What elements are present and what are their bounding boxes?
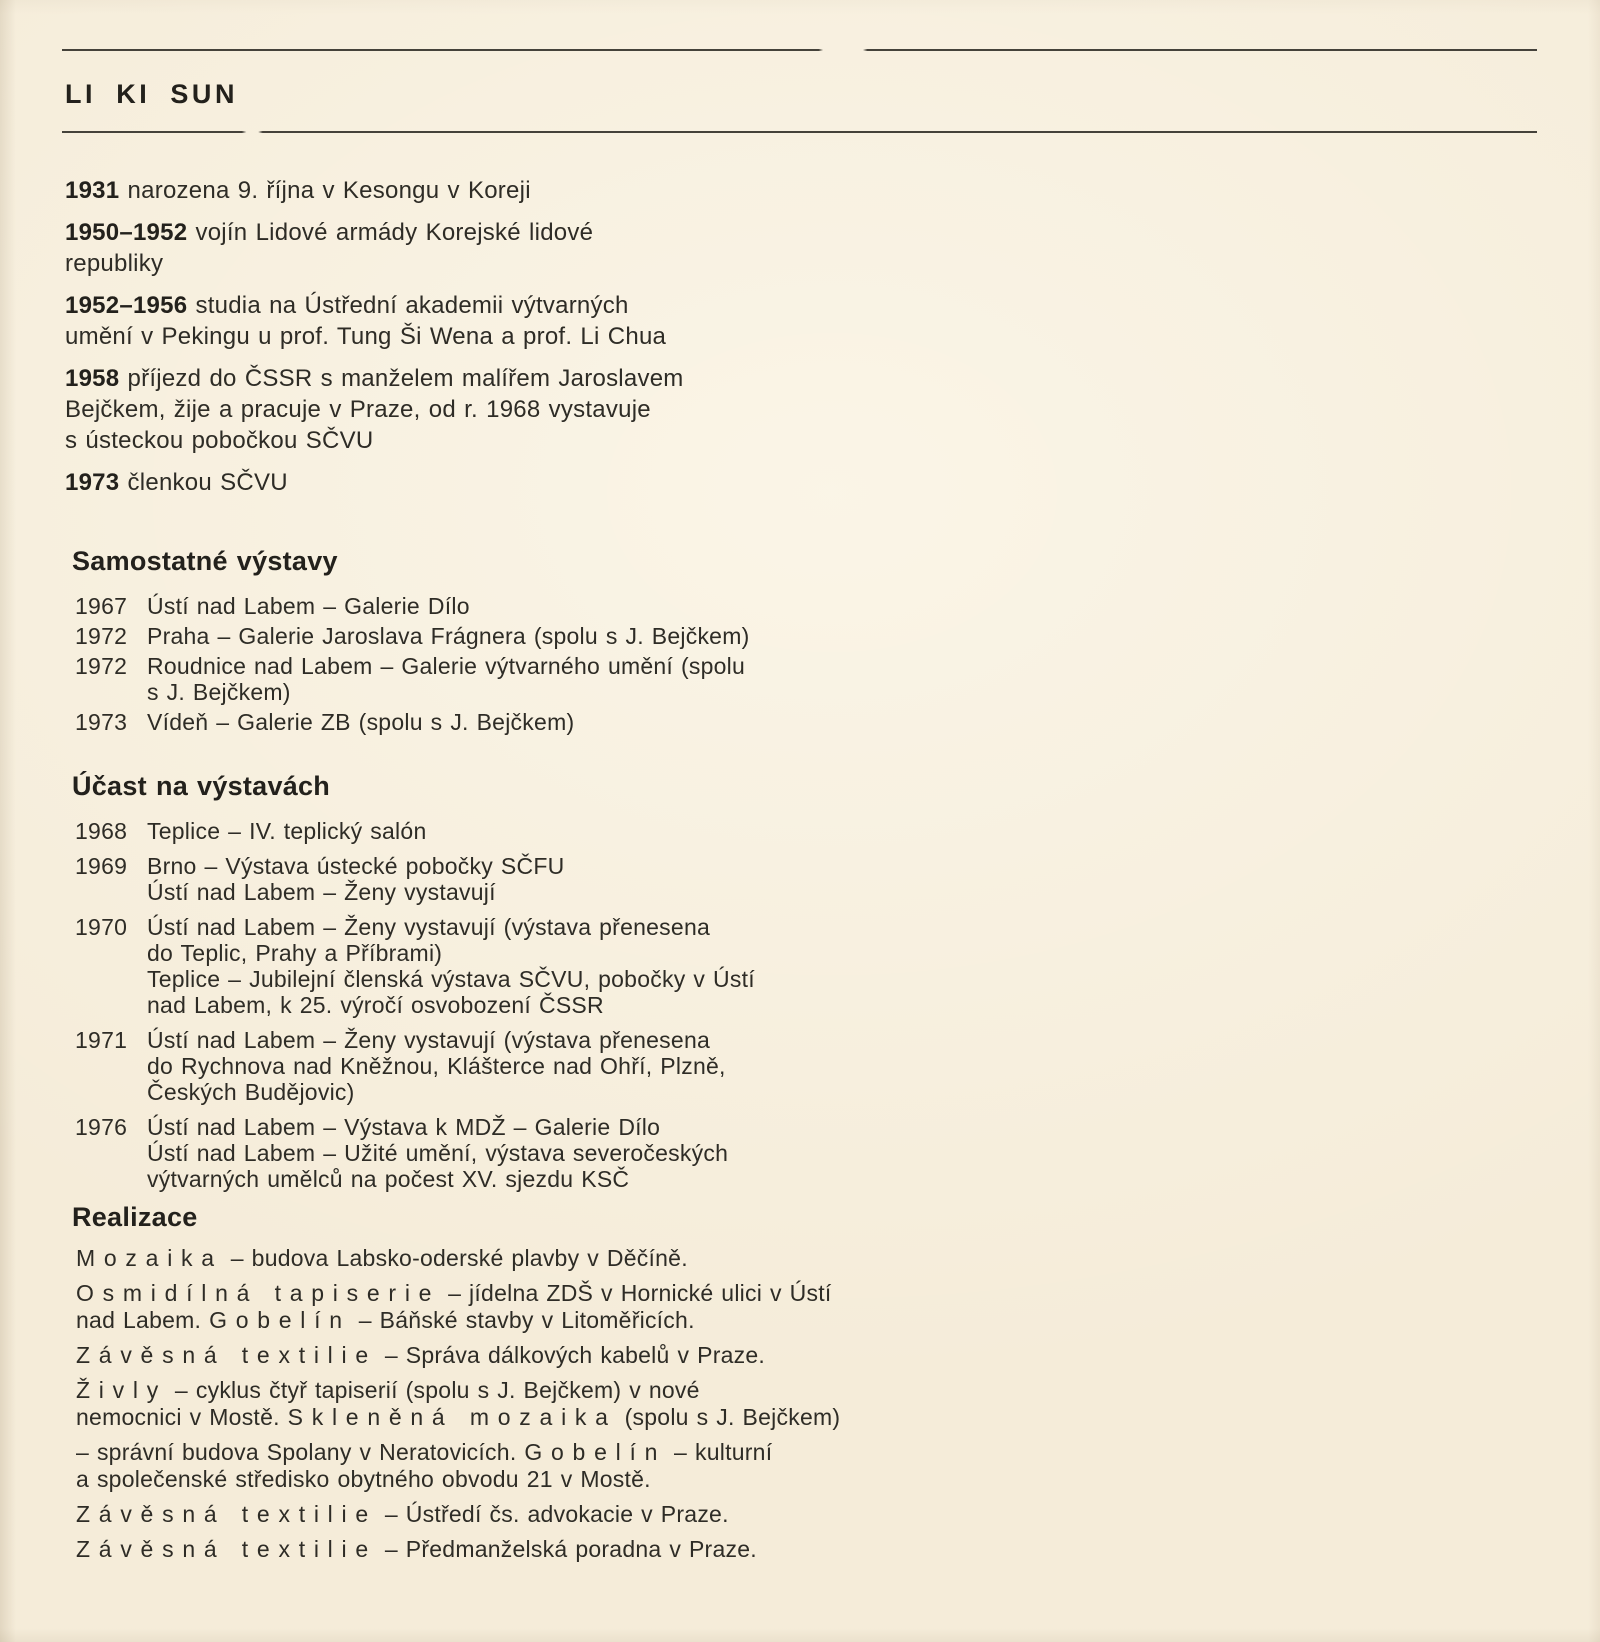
exhibition-year: 1971 [75, 1027, 128, 1053]
exhibition-text [147, 818, 426, 844]
realizace-term: Gobelín [209, 1307, 351, 1333]
realizace-term: Závěsná textilie [76, 1501, 377, 1527]
bio-list [65, 175, 965, 498]
exhibition-line: Praha – Galerie Jaroslava Frágnera (spolu s J. Bejčkem) [147, 623, 750, 649]
bio-entry: 1931 narozena 9. října v Kesongu v Koreji [65, 177, 531, 204]
exhibition-text [147, 1027, 726, 1105]
exhibition-text [147, 914, 755, 1018]
exhibition-text [147, 653, 745, 705]
realizace-line [76, 1245, 1600, 1272]
exhibition-line: Ústí nad Labem – Galerie Dílo [147, 593, 470, 619]
bio-entry: 1952–1956 studia na Ústřední akademii výtvarných umění v Pekingu u prof. Tung Ši Wena a prof. Li Chua [65, 292, 667, 350]
exhibition-text [147, 593, 470, 619]
realizace-item [0, 1280, 1600, 1334]
exhibition-item [0, 1114, 1600, 1192]
realizace-line [76, 1536, 1600, 1563]
exhibition-text [147, 1114, 728, 1192]
scanned-page [0, 49, 1600, 1642]
exhibition-item [0, 653, 1600, 705]
realizace-text: – kulturní [666, 1439, 773, 1465]
exhibition-item [0, 593, 1600, 619]
exhibition-year: 1976 [75, 1114, 128, 1140]
exhibition-line: Ústí nad Labem – Ženy vystavují [147, 879, 496, 905]
exhibition-item [0, 709, 1600, 735]
exhibition-line: do Rychnova nad Kněžnou, Klášterce nad Ohří, Plzně, [147, 1053, 726, 1079]
bio-entry: 1973 členkou SČVU [65, 469, 288, 496]
realizace-text: nemocnici v Mostě. [76, 1404, 288, 1430]
catalog-page [0, 49, 1600, 1642]
exhibition-item [0, 818, 1600, 844]
bio-years: 1950–1952 [65, 219, 188, 246]
realizace-item [0, 1377, 1600, 1431]
exhibition-year: 1968 [75, 818, 128, 844]
realizace-text: a společenské středisko obytného obvodu 21 v Mostě. [76, 1466, 651, 1492]
realizace-term: Závěsná textilie [76, 1536, 377, 1562]
realizace-term: Živly [76, 1377, 167, 1403]
bio-entry: 1950–1952 vojín Lidové armády Korejské lidové republiky [65, 219, 594, 277]
section-heading: Účast na výstavách [72, 771, 331, 801]
exhibition-line: Roudnice nad Labem – Galerie výtvarného umění (spolu [147, 653, 746, 679]
exhibition-line: Vídeň – Galerie ZB (spolu s J. Bejčkem) [147, 709, 575, 735]
exhibition-item [0, 623, 1600, 649]
realizace-text: – Báňské stavby v Litoměřicích. [350, 1307, 695, 1333]
realizace-text: – správní budova Spolany v Neratovicích. [76, 1439, 525, 1465]
realizace-line [76, 1342, 1600, 1369]
bio-years: 1973 [65, 469, 120, 496]
title-rule [62, 131, 1537, 133]
realizace-line [76, 1280, 1600, 1307]
realizace-text: nad Labem. [76, 1307, 210, 1333]
realizace-term: Závěsná textilie [76, 1342, 377, 1368]
realizace-item [0, 1245, 1600, 1272]
exhibition-line: Brno – Výstava ústecké pobočky SČFU [147, 853, 565, 879]
exhibition-line: nad Labem, k 25. výročí osvobození ČSSR [147, 992, 604, 1018]
exhibition-line: Ústí nad Labem – Užité umění, výstava severočeských [147, 1140, 729, 1166]
bio-years: 1931 [65, 177, 120, 204]
exhibition-line: Teplice – Jubilejní členská výstava SČVU, pobočky v Ústí [147, 966, 755, 992]
exhibition-list [0, 818, 1600, 1192]
exhibition-year: 1967 [75, 593, 128, 619]
exhibition-item [0, 1027, 1600, 1105]
realizace-line [76, 1439, 1600, 1466]
realizace-term: Gobelín [524, 1439, 667, 1465]
exhibition-line: výtvarných umělců na počest XV. sjezdu KSČ [147, 1166, 630, 1192]
exhibition-year: 1969 [75, 853, 128, 879]
exhibition-year: 1973 [75, 709, 128, 735]
realizace-text: – budova Labsko-oderské plavby v Děčíně. [222, 1245, 688, 1271]
exhibition-line: Teplice – IV. teplický salón [147, 818, 427, 844]
realizace-text: (spolu s J. Bejčkem) [616, 1404, 841, 1430]
realizace-item [0, 1536, 1600, 1563]
exhibition-year: 1972 [75, 623, 128, 649]
realizace-term: Mozaika [76, 1245, 223, 1271]
section-solo-exhibitions [0, 545, 1600, 735]
realizace-text: – Správa dálkových kabelů v Praze. [376, 1342, 766, 1368]
exhibition-text [147, 709, 574, 735]
exhibition-line: s J. Bejčkem) [147, 679, 291, 705]
exhibition-line: do Teplic, Prahy a Příbrami) [147, 940, 443, 966]
realizace-line [76, 1377, 1600, 1404]
realizace-line [76, 1466, 1600, 1493]
page-title: LI KI SUN [65, 79, 238, 109]
exhibition-text [147, 623, 750, 649]
exhibition-item [0, 853, 1600, 905]
realizace-item [0, 1342, 1600, 1369]
realizace-term: Osmidílná tapiserie [76, 1280, 441, 1306]
section-group-exhibitions [0, 770, 1600, 1192]
bio-years: 1958 [65, 365, 120, 392]
realizace-list [0, 1245, 1600, 1563]
realizace-line [76, 1307, 1600, 1334]
exhibition-year: 1972 [75, 653, 128, 679]
exhibition-text [147, 853, 564, 905]
exhibition-item [0, 914, 1600, 1018]
exhibition-line: Ústí nad Labem – Ženy vystavují (výstava přenesena [147, 914, 711, 940]
exhibition-year: 1970 [75, 914, 128, 940]
realizace-item [0, 1439, 1600, 1493]
realizace-line [76, 1404, 1600, 1431]
exhibition-line: Ústí nad Labem – Výstava k MDŽ – Galerie Dílo [147, 1114, 661, 1140]
exhibition-line: Ústí nad Labem – Ženy vystavují (výstava přenesena [147, 1027, 711, 1053]
realizace-text: – Ústředí čs. advokacie v Praze. [376, 1501, 729, 1527]
realizace-text: – Předmanželská poradna v Praze. [376, 1536, 757, 1562]
bio-years: 1952–1956 [65, 292, 188, 319]
realizace-term: Skleněná mozaika [287, 1404, 617, 1430]
realizace-line [76, 1501, 1600, 1528]
exhibition-line: Českých Budějovic) [147, 1079, 355, 1105]
exhibition-list [0, 593, 1600, 735]
top-rule [62, 49, 1537, 51]
section-heading: Samostatné výstavy [72, 546, 338, 576]
realizace-text: – jídelna ZDŠ v Hornické ulici v Ústí [440, 1280, 832, 1306]
realizace-item [0, 1501, 1600, 1528]
bio-entry: 1958 příjezd do ČSSR s manželem malířem Jaroslavem Bejčkem, žije a pracuje v Praze, od r. 1968 vystavuje s ústeckou pobočkou SČVU [65, 365, 684, 454]
section-heading: Realizace [72, 1202, 198, 1232]
section-realizations [0, 1201, 1600, 1563]
realizace-text: – cyklus čtyř tapiserií (spolu s J. Bejčkem) v nové [166, 1377, 700, 1403]
